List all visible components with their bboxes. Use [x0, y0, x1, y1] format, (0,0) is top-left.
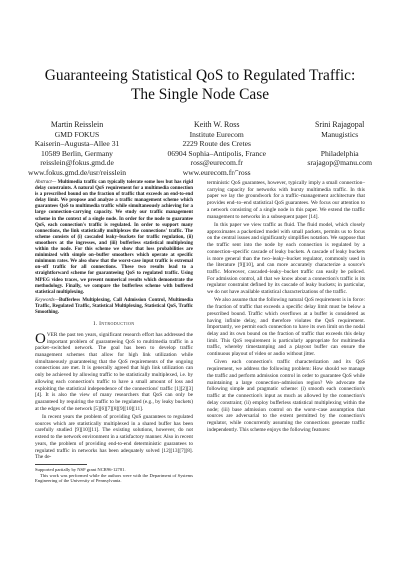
- title-line-2: The Single Node Case: [130, 86, 270, 103]
- author-spacer: [307, 139, 372, 149]
- drop-cap: O: [35, 330, 46, 347]
- keywords-lead: Keywords—: [35, 297, 59, 303]
- author-name: Keith W. Ross: [194, 120, 240, 129]
- right-paragraph-3: We also assume that the following natural QoS requirement is in force: the fraction of traffic that exceeds a specific delay limit must be below a prescribed bound. Traffic which overflows at a buffer is considered as having infinite delay, and therefore violates the QoS requirement. Importantly, we permit each connection to have its own limit on the nodal delay and its own bound on the fraction of traffic that exceeds this delay limit. This QoS requirement is particularly appropriate for multimedia traffic, whereby timestamping and a playout buffer can ensure the continuous playout of video or audio without jitter.: [207, 297, 365, 358]
- keywords-body: Bufferless Multiplexing, Call Admission Control, Multimedia Traffic, Regulated Traffic, Statistical Multiplexing, Statistical QoS, Traffic Smoothing.: [35, 297, 193, 315]
- author-city: Philadelphia: [320, 148, 359, 158]
- author-address: Kaiserin–Augusta–Allee 31: [34, 139, 120, 149]
- author-city: 10589 Berlin, Germany: [41, 148, 113, 158]
- author-1: [28, 120, 126, 178]
- section-heading-introduction: I. Introduction: [93, 321, 135, 328]
- author-web: www.eurecom.fr/˜ross: [182, 167, 251, 177]
- footnote-rule: [35, 464, 87, 465]
- author-affiliation: Manugistics: [321, 129, 359, 139]
- intro-paragraph-1-text: VER the past ten years, significant research effort has addressed the important problem of guaranteeing QoS to multimedia traffic in a packet–switched network. The goal has been to develop traffic management schemes that allow for high link utilization while simultaneously guaranteeing that the QoS requirements of the ongoing connections are met. It is generally agreed that high link utilization can only be achieved by allowing traffic to be statistically multiplexed, i.e. by allowing each connection's traffic to have a small amount of loss and exploiting the statistical independence of the connections' traffic [1][2][3][4]. It is also the view of many researchers that QoS can only be guaranteed by requiring the traffic to be regulated (e.g., by leaky buckets) at the edges of the network [5][6][7][8][9][10][11].: [35, 331, 193, 412]
- abstract: [35, 180, 193, 296]
- author-email: reisslein@fokus.gmd.de: [40, 158, 114, 168]
- author-web: www.fokus.gmd.de/usr/reisslein: [28, 167, 127, 177]
- intro-paragraph-1: [35, 332, 193, 413]
- intro-paragraph-2: In recent years the problem of providing QoS guarantees to regulated sources which are statistically multiplexed in a shared buffer has been carefully studied [9][10][11]. The existing solutions, however, do not extend to the network environment in a satisfactory manner. Also in recent years, the problem of providing end-to-end deterministic guarantees to regulated traffic in networks has been adequately solved [12][13][7][8]. The de-: [35, 414, 193, 461]
- abstract-body: Multimedia traffic can typically tolerate some loss but has rigid delay constraints. A natural QoS requirement for a multimedia connection is a prescribed bound on the fraction of traffic that exceeds an end-to-end delay limit. We propose and analyze a traffic management scheme which guarantees QoS to multimedia traffic while simultaneously achieving for a large connection-carrying capacity. We study our traffic management scheme in the context of a single node. In order for the node to guarantee QoS, each connection's traffic is regulated. In order to support many connections, the link statistically multiplexes the connections' traffic. The scheme consists of (i) cascaded leaky–buckets for traffic regulation, (ii) smoothers at the ingresses, and (iii) bufferless statistical multiplexing within the node. For this scheme we show that loss probabilities are minimized with simple on–buffer smoothers which operate at specific minimum rates. We also show that the worst-case input traffic is extremal on–off traffic for all connections. These two results lead to a straightforward scheme for guaranteeing QoS to regulated traffic. Using MPEG video traces, we present numerical results which demonstrate the methodology. Finally, we compare the bufferless scheme with buffered statistical multiplexing.: [35, 180, 193, 295]
- paper-title: [20, 66, 380, 104]
- right-paragraph-4: Given each connection's traffic characterization and its QoS requirement, we address the following problem: How should we manage the traffic and perform admission control in order to guarantee QoS while maintaining a large connection–admission region? We advocate the following simple and pragmatic scheme: (i) smooth each connection's traffic at the connection's input as much as allowed by the connection's delay constraint; (ii) employ bufferless statistical multiplexing within the node; (iii) base admission control on the worst–case assumption that sources are adversarial to the extent permitted by the connection's regulator, while concurrently assuming the connections generate traffic independently. This scheme enjoys the following features:: [207, 359, 365, 433]
- left-column: [35, 180, 193, 484]
- author-block: [28, 120, 372, 178]
- right-paragraph-2: In this paper we view traffic as fluid. The fluid model, which closely approximates a packetized model with small packets, permits us to focus on the central issues and significantly simplifies notation. We suppose that the traffic sent into the node by each connection is regulated by a connection–specific cascade of leaky buckets. A cascade of leaky buckets is more general than the two–leaky–bucket regulator, commonly used in the literature [9][10], and can more accurately characterize a source's traffic. Moreover, cascaded–leaky–bucket traffic can easily be policed. For admission control, all that we know about a connection's traffic is its regulator constraint defined by its cascade of leaky buckets; in particular, we do not have available statistical characterizations of the traffic.: [207, 221, 365, 296]
- footnote-affiliation: This work was performed while the authors were with the Department of Systems Engineering of the University of Pennsylvania.: [35, 472, 193, 484]
- right-paragraph-1: terministic QoS guarantees, however, typically imply a small connection–carrying capacity for networks with bursty multimedia traffic. In this paper we lay the groundwork for a traffic–management architecture that provides end–to–end statistical QoS guarantees. We focus our attention to a network consisting of a single node in this paper. We extend the traffic management to networks in a subsequent paper [14].: [207, 180, 365, 220]
- author-email: srajagop@manu.com: [307, 158, 372, 168]
- author-email: ross@eurecom.fr: [190, 158, 243, 168]
- right-column: [207, 180, 365, 435]
- keywords: [35, 298, 193, 316]
- author-affiliation: Institute Eurecom: [189, 129, 244, 139]
- author-name: Srini Rajagopal: [315, 120, 365, 129]
- author-affiliation: GMD FOKUS: [54, 129, 100, 139]
- author-2: [167, 120, 266, 178]
- footnote-funding: Supported partially by NSF grant NCR96-12781.: [35, 467, 126, 473]
- author-name: Martin Reisslein: [50, 120, 104, 129]
- author-address: 2229 Route des Cretes: [182, 139, 251, 149]
- author-city: 06904 Sophia–Antipolis, France: [167, 148, 266, 158]
- title-line-1: Guaranteeing Statistical QoS to Regulated Traffic:: [44, 67, 356, 84]
- abstract-lead: Abstract—: [35, 180, 57, 185]
- author-3: [307, 120, 372, 178]
